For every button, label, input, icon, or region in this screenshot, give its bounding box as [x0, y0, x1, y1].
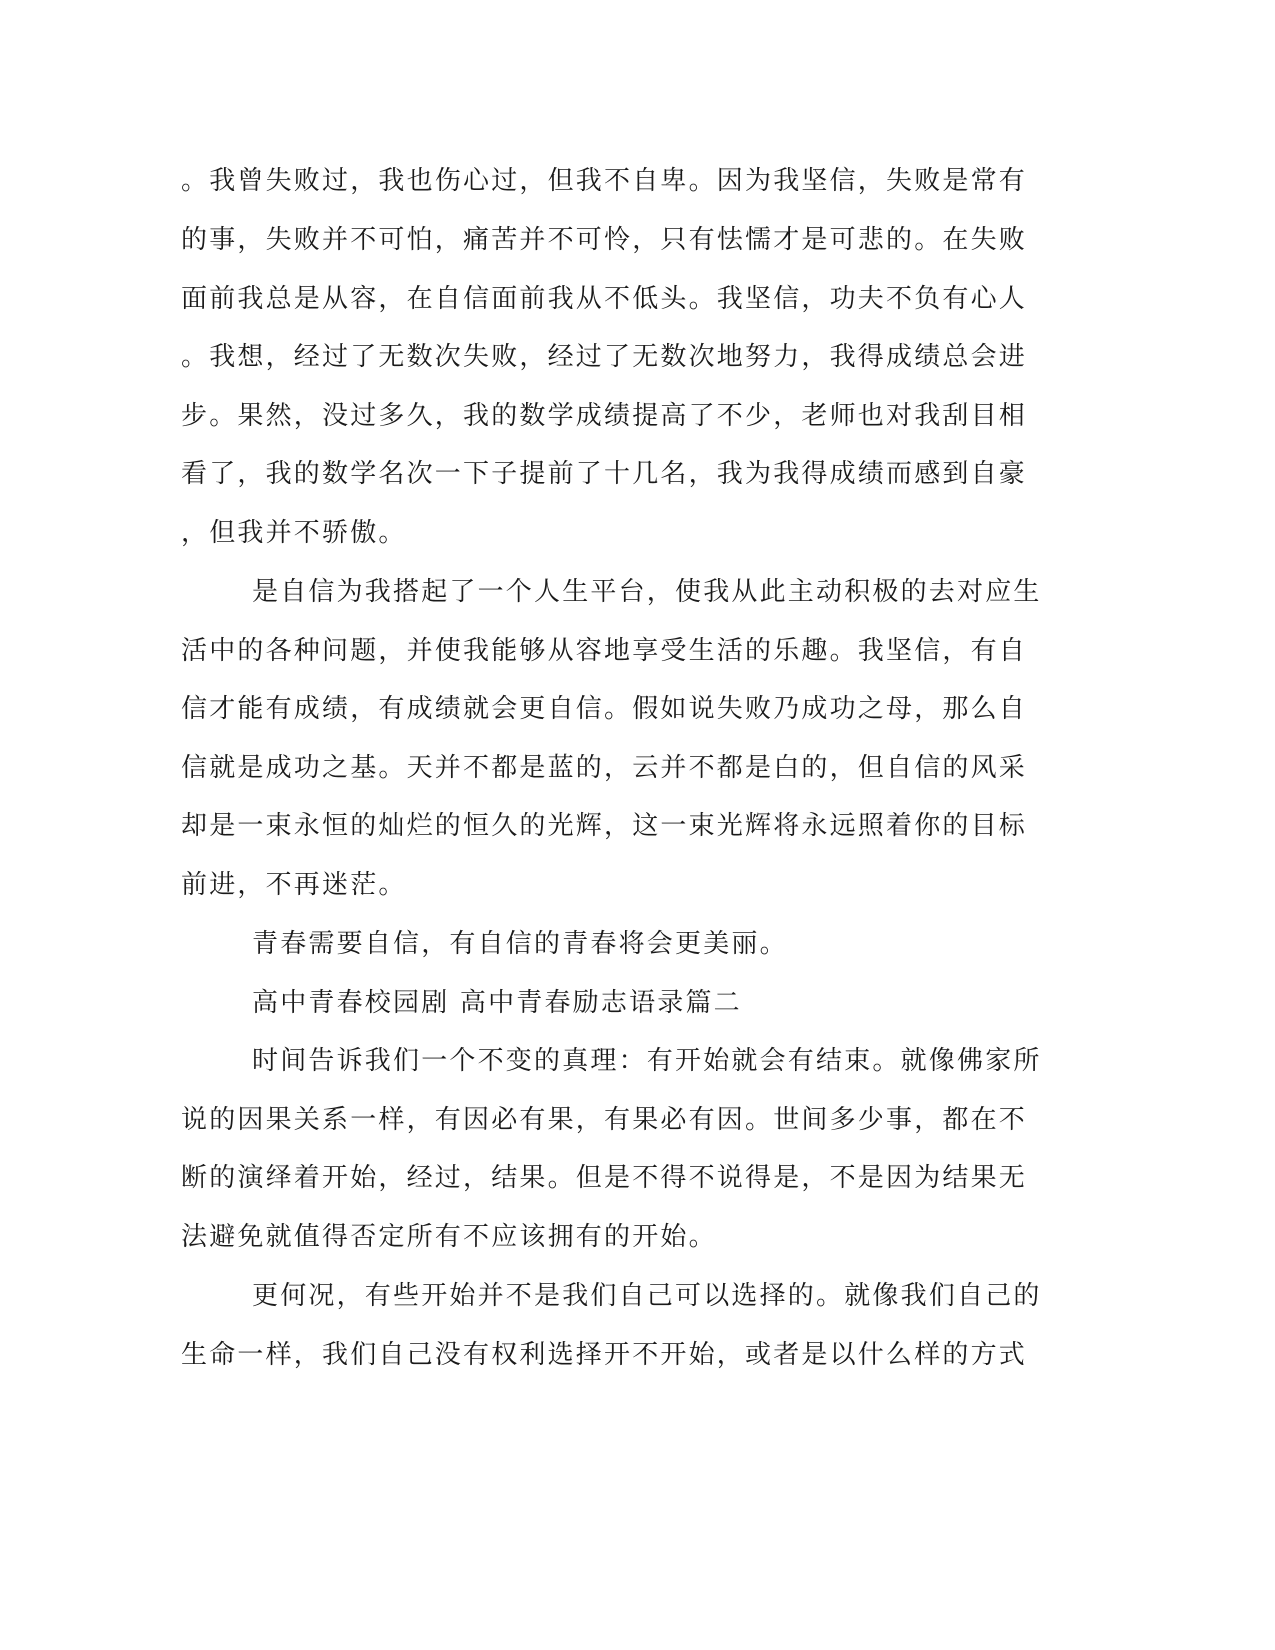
- text-line: 信才能有成绩，有成绩就会更自信。假如说失败乃成功之母，那么自: [181, 694, 1028, 724]
- text-line: 前进，不再迷茫。: [181, 870, 407, 900]
- text-line: 看了，我的数学名次一下子提前了十几名，我为我得成绩而感到自豪: [181, 459, 1028, 489]
- text-line: 说的因果关系一样，有因必有果，有果必有因。世间多少事，都在不: [181, 1105, 1028, 1135]
- text-line: 法避免就值得否定所有不应该拥有的开始。: [181, 1222, 717, 1252]
- text-line: 。我想，经过了无数次失败，经过了无数次地努力，我得成绩总会进: [181, 342, 1028, 372]
- text-line: 活中的各种问题，并使我能够从容地享受生活的乐趣。我坚信，有自: [181, 636, 1028, 666]
- text-line: 的事，失败并不可怕，痛苦并不可怜，只有怯懦才是可悲的。在失败: [181, 225, 1028, 255]
- section-heading: 高中青春校园剧 高中青春励志语录篇二: [252, 988, 742, 1018]
- paragraph-first-line: 是自信为我搭起了一个人生平台，使我从此主动积极的去对应生: [252, 577, 1042, 607]
- text-line: 步。果然，没过多久，我的数学成绩提高了不少，老师也对我刮目相: [181, 401, 1028, 431]
- text-line: ，但我并不骄傲。: [181, 518, 407, 548]
- text-line: 信就是成功之基。天并不都是蓝的，云并不都是白的，但自信的风采: [181, 753, 1028, 783]
- text-line: 生命一样，我们自己没有权利选择开不开始，或者是以什么样的方式: [181, 1340, 1028, 1370]
- paragraph-first-line: 时间告诉我们一个不变的真理：有开始就会有结束。就像佛家所: [252, 1046, 1042, 1076]
- paragraph-first-line: 青春需要自信，有自信的青春将会更美丽。: [252, 929, 788, 959]
- text-line: 面前我总是从容，在自信面前我从不低头。我坚信，功夫不负有心人: [181, 284, 1028, 314]
- text-line: 却是一束永恒的灿烂的恒久的光辉，这一束光辉将永远照着你的目标: [181, 811, 1028, 841]
- text-line: 。我曾失败过，我也伤心过，但我不自卑。因为我坚信，失败是常有: [181, 166, 1028, 196]
- text-line: 断的演绎着开始，经过，结果。但是不得不说得是，不是因为结果无: [181, 1163, 1028, 1193]
- paragraph-first-line: 更何况，有些开始并不是我们自己可以选择的。就像我们自己的: [252, 1281, 1042, 1311]
